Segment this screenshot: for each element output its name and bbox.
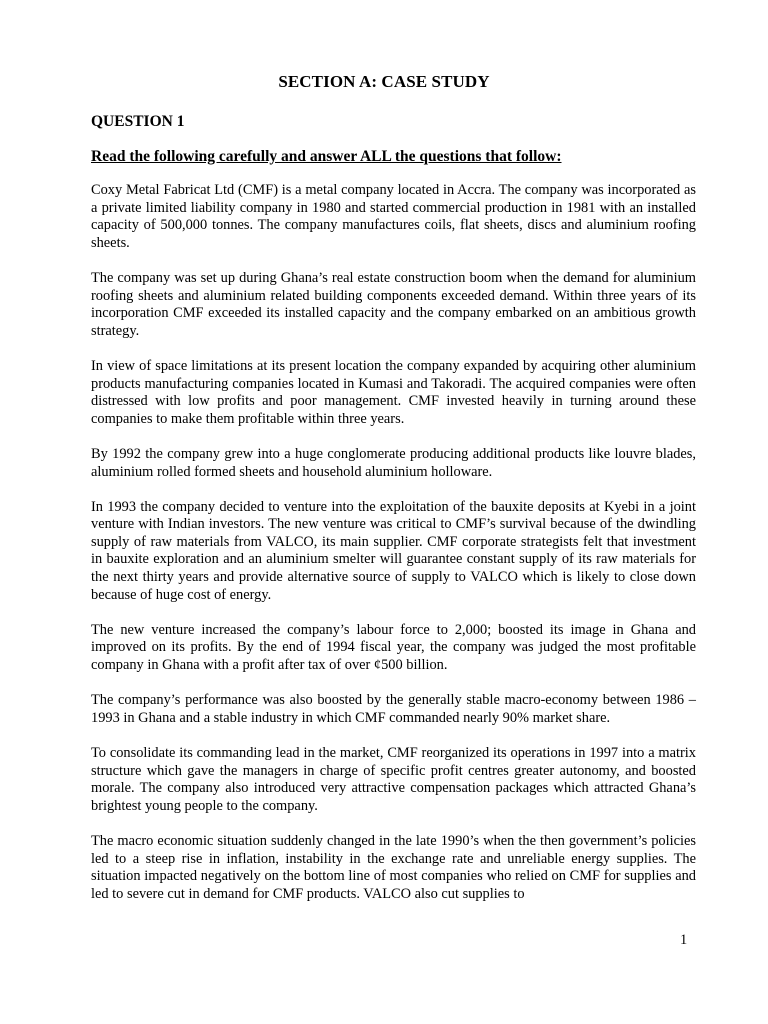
paragraph-7: The company’s performance was also boosted by the generally stable macro-economy between 1986 – 1993 in Ghana and a stable industry in which CMF commanded nearly 90% market share. bbox=[91, 692, 696, 726]
instruction-text: Read the following carefully and answer ALL the questions that follow: bbox=[91, 148, 562, 165]
paragraph-5: In 1993 the company decided to venture into the exploitation of the bauxite deposits at Kyebi in a joint venture with Indian investors. The new venture was critical to CMF’s survival because of the dwindling supply of raw materials from VALCO, its main supplier. CMF corporate strategists felt that investment in bauxite exploration and an aluminium smelter will guarantee constant supply of its raw materials for the next thirty years and provide alternative source of supply to VALCO which is likely to close down because of huge cost of energy. bbox=[91, 498, 696, 603]
paragraph-3: In view of space limitations at its present location the company expanded by acquiring other aluminium products manufacturing companies located in Kumasi and Takoradi. The acquired companies were often distressed with low profits and poor management. CMF invested heavily in turning around these companies to make them profitable within three years. bbox=[91, 357, 696, 427]
paragraph-4: By 1992 the company grew into a huge conglomerate producing additional products like louvre blades, aluminium rolled formed sheets and household aluminium holloware. bbox=[91, 445, 696, 480]
paragraph-1: Coxy Metal Fabricat Ltd (CMF) is a metal company located in Accra. The company was incorporated as a private limited liability company in 1980 and started commercial production in 1981 with an installed capacity of 500,000 tonnes. The company manufactures coils, flat sheets, discs and aluminium roofing sheets. bbox=[91, 182, 696, 251]
section-heading: SECTION A: CASE STUDY bbox=[278, 72, 490, 91]
paragraph-2: The company was set up during Ghana’s real estate construction boom when the demand for aluminium roofing sheets and aluminium related building components exceeded demand. Within three years of its incorporation CMF exceeded its installed capacity and the company embarked on an ambitious growth strategy. bbox=[91, 269, 696, 339]
paragraph-9: The macro economic situation suddenly changed in the late 1990’s when the then government’s policies led to a steep rise in inflation, instability in the exchange rate and unreliable energy supplies. The situation impacted negatively on the bottom line of most companies who relied on CMF for supplies and led to severe cut in demand for CMF products. VALCO also cut supplies to bbox=[91, 832, 696, 902]
paragraph-6: The new venture increased the company’s labour force to 2,000; boosted its image in Ghana and improved on its profits. By the end of 1994 fiscal year, the company was judged the most profitable company in Ghana with a profit after tax of over ¢500 billion. bbox=[91, 621, 696, 674]
page-number: 1 bbox=[680, 932, 688, 948]
case-study-body bbox=[91, 182, 696, 921]
question-label: QUESTION 1 bbox=[91, 113, 185, 130]
paragraph-8: To consolidate its commanding lead in the market, CMF reorganized its operations in 1997 into a matrix structure which gave the managers in charge of specific profit centres greater autonomy, and boosted morale. The company also introduced very attractive compensation packages which attracted Ghana’s brightest young people to the company. bbox=[91, 745, 696, 814]
